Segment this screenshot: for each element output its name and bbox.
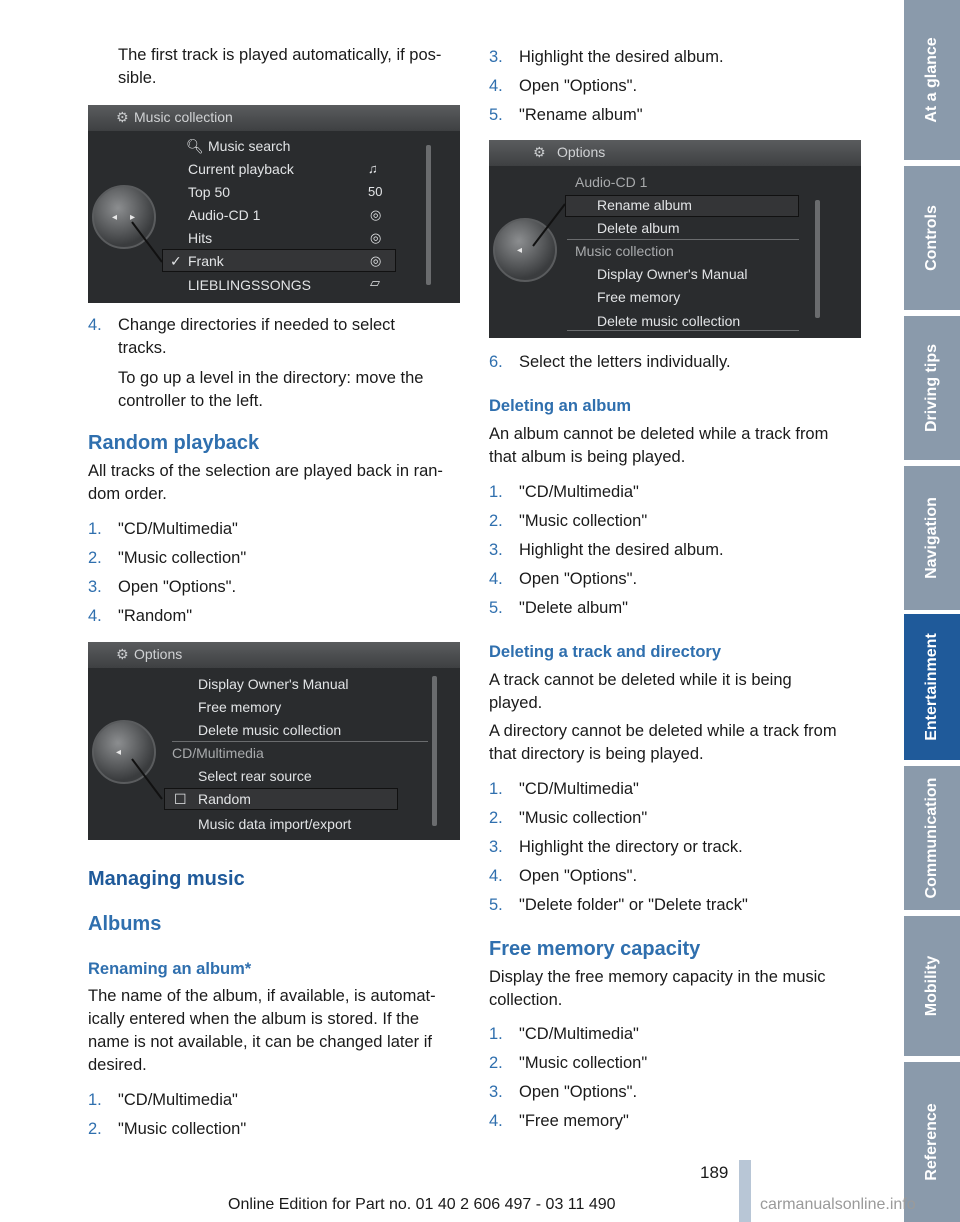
paragraph: A track cannot be deleted while it is being played. — [489, 671, 792, 712]
scrollbar — [426, 145, 431, 285]
menu-item: Music search — [208, 138, 291, 154]
menu-item: Delete music collection — [597, 313, 741, 329]
paragraph: An album cannot be deleted while a track from that album is being played. — [489, 425, 829, 466]
pointer-line — [128, 220, 168, 270]
menu-item: Hits — [188, 230, 213, 246]
count-label: 50 — [368, 184, 383, 199]
settings-icon: ⚙ — [533, 144, 546, 160]
list-item: 5. "Delete folder" or "Delete track" — [489, 896, 748, 914]
section-heading: Free memory capacity — [489, 938, 701, 960]
folder-icon: ▱ — [370, 275, 380, 290]
tab-reference[interactable]: Reference — [904, 1062, 960, 1222]
disc-icon: ◎ — [370, 253, 382, 268]
watermark: carmanualsonline.info — [760, 1196, 916, 1213]
list-item: 4. Open "Options". — [489, 867, 638, 885]
screen-title: Music collection — [134, 109, 233, 125]
list-item: 1. "CD/Multimedia" — [489, 1025, 639, 1043]
list-item: 2. "Music collection" — [489, 809, 648, 827]
tab-communication[interactable]: Communication — [904, 766, 960, 910]
tab-entertainment[interactable]: Entertainment — [904, 614, 960, 760]
list-item: 1. "CD/Multimedia" — [489, 780, 639, 798]
settings-icon: ⚙ — [116, 646, 129, 662]
tab-navigation[interactable]: Navigation — [904, 466, 960, 610]
menu-item: Audio-CD 1 — [188, 207, 261, 223]
list-item: 1. "CD/Multimedia" — [88, 1091, 238, 1109]
list-item: 4. "Free memory" — [489, 1112, 629, 1130]
settings-icon: ⚙ — [116, 109, 129, 125]
page-marker — [739, 1160, 751, 1222]
subsection-heading: Renaming an album* — [88, 960, 252, 978]
disc-icon: ◎ — [370, 207, 382, 222]
pointer-line — [529, 200, 569, 250]
menu-item: Free memory — [198, 699, 282, 715]
menu-item: Frank — [188, 253, 224, 269]
menu-item: Delete music collection — [198, 722, 342, 738]
menu-item: Select rear source — [198, 768, 312, 784]
screen-title: Options — [134, 646, 183, 662]
list-item: 5. "Rename album" — [489, 106, 643, 124]
page-number: 189 — [700, 1163, 729, 1182]
menu-item: Display Owner's Manual — [597, 266, 748, 282]
menu-item: Music data import/export — [198, 816, 352, 832]
menu-item: Top 50 — [188, 184, 231, 200]
checkbox-icon: ☐ — [174, 791, 187, 807]
paragraph: All tracks of the selection are played back in ran- dom order. — [88, 462, 443, 503]
subsection-heading: Deleting an album — [489, 397, 632, 415]
intro-paragraph: The first track is played automatically, if pos- sible. — [118, 46, 442, 87]
menu-group-label: Music collection — [575, 243, 674, 259]
tab-mobility[interactable]: Mobility — [904, 916, 960, 1056]
menu-item: LIEBLINGSSONGS — [188, 277, 311, 293]
list-item: 4. Change directories if needed to select tracks. — [88, 316, 396, 357]
tab-controls[interactable]: Controls — [904, 166, 960, 310]
disc-icon: ◎ — [370, 230, 382, 245]
music-note-icon: ♫ — [368, 161, 378, 176]
list-item: 3. Open "Options". — [88, 578, 237, 596]
controller-knob: ◂ — [92, 720, 156, 784]
controller-knob: ◂ — [493, 218, 557, 282]
section-heading: Managing music — [88, 868, 245, 890]
menu-item: Display Owner's Manual — [198, 676, 349, 692]
list-item: 1. "CD/Multimedia" — [489, 483, 639, 501]
options-rename-screenshot — [489, 140, 861, 338]
tab-at-a-glance[interactable]: At a glance — [904, 0, 960, 160]
paragraph: Display the free memory capacity in the music collection. — [489, 968, 826, 1009]
list-item: 2. "Music collection" — [88, 1120, 247, 1138]
list-item: 3. Highlight the desired album. — [489, 541, 724, 559]
footer-text: Online Edition for Part no. 01 40 2 606 497 - 03 11 490 — [228, 1196, 616, 1213]
menu-group-label: Audio-CD 1 — [575, 174, 648, 190]
list-item: 2. "Music collection" — [489, 512, 648, 530]
menu-item: Random — [198, 791, 251, 807]
paragraph: A directory cannot be deleted while a track from that directory is being played. — [489, 722, 837, 763]
menu-item: Current playback — [188, 161, 294, 177]
list-item: 4. "Random" — [88, 607, 193, 625]
pointer-line — [128, 757, 168, 807]
check-icon: ✓ — [170, 253, 182, 269]
list-item: 3. Open "Options". — [489, 1083, 638, 1101]
music-collection-screenshot — [88, 105, 460, 303]
list-item: 5. "Delete album" — [489, 599, 628, 617]
list-item: 4. Open "Options". — [489, 570, 638, 588]
menu-item: Delete album — [597, 220, 680, 236]
section-heading: Albums — [88, 913, 162, 935]
list-item: 3. Highlight the desired album. — [489, 48, 724, 66]
subsection-heading: Deleting a track and directory — [489, 643, 721, 661]
list-item: 1. "CD/Multimedia" — [88, 520, 238, 538]
list-item: 4. Open "Options". — [489, 77, 638, 95]
list-item: 6. Select the letters individually. — [489, 353, 731, 371]
scrollbar — [432, 676, 437, 826]
options-random-screenshot — [88, 642, 460, 840]
menu-item: Free memory — [597, 289, 681, 305]
list-item: 2. "Music collection" — [88, 549, 247, 567]
search-icon: 🔍︎ — [186, 138, 204, 154]
paragraph: The name of the album, if available, is automat- ically entered when the album is stored. If the name is not available, it can be changed later if desired. — [88, 987, 436, 1074]
list-item: 3. Highlight the directory or track. — [489, 838, 743, 856]
sub-paragraph: To go up a level in the directory: move the controller to the left. — [118, 369, 424, 410]
screen-title: Options — [557, 144, 606, 160]
chapter-sidebar — [904, 0, 960, 1222]
menu-item: Rename album — [597, 197, 692, 213]
tab-driving-tips[interactable]: Driving tips — [904, 316, 960, 460]
menu-group-label: CD/Multimedia — [172, 745, 264, 761]
list-item: 2. "Music collection" — [489, 1054, 648, 1072]
scrollbar — [815, 200, 820, 318]
section-heading: Random playback — [88, 432, 260, 454]
controller-knob: ◂ ▸ — [92, 185, 156, 249]
